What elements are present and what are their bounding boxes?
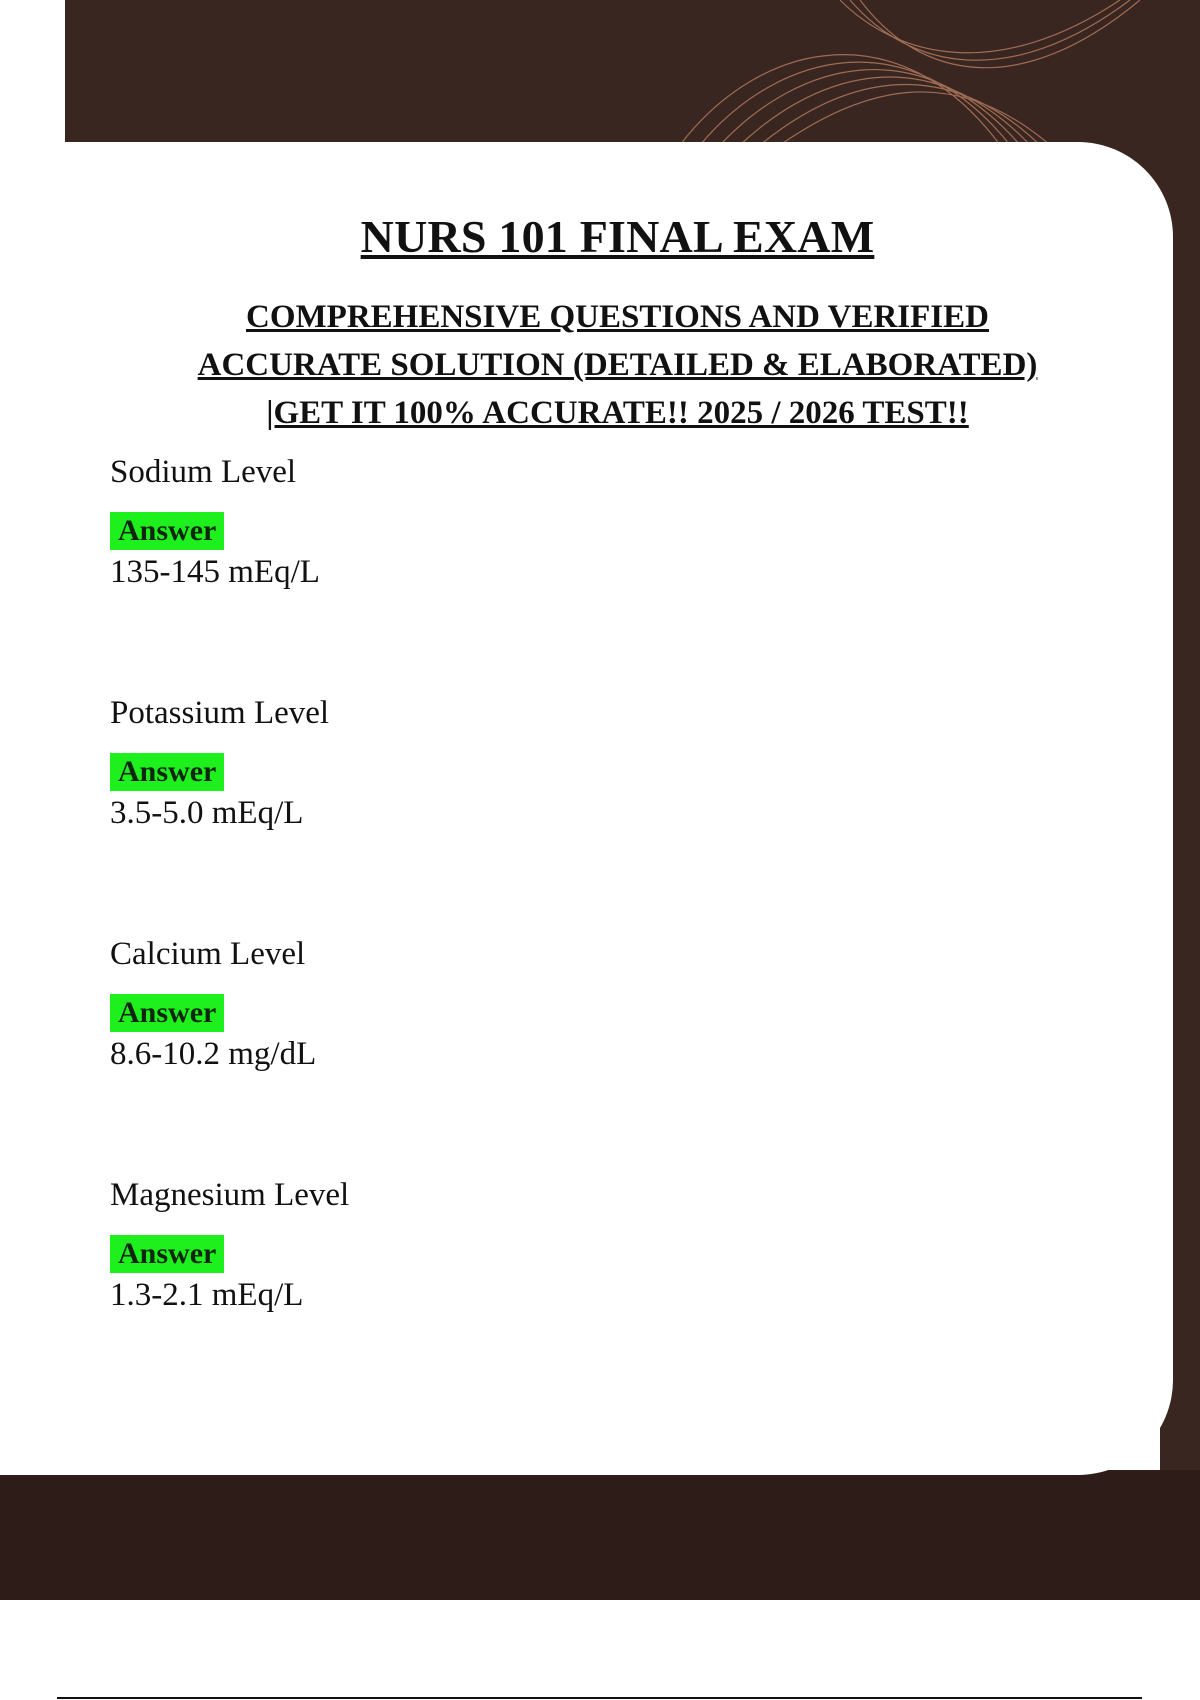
- question-text: Magnesium Level: [110, 1177, 350, 1213]
- answer-label: Answer: [110, 1235, 224, 1273]
- document-subtitle: [150, 293, 1085, 437]
- question-item: [110, 934, 910, 1175]
- answer-text: 1.3-2.1 mEq/L: [110, 1277, 304, 1313]
- subtitle-line: |GET IT 100% ACCURATE!! 2025 / 2026 TEST!!: [266, 395, 969, 431]
- decorative-swirl-lines: [640, 0, 1160, 145]
- answer-label: Answer: [110, 753, 224, 791]
- question-item: [110, 452, 910, 693]
- question-item: [110, 693, 910, 934]
- subtitle-line: COMPREHENSIVE QUESTIONS AND VERIFIED: [246, 299, 989, 335]
- question-text: Calcium Level: [110, 936, 306, 972]
- answer-label: Answer: [110, 512, 224, 550]
- document-title: NURS 101 FINAL EXAM: [360, 211, 875, 262]
- question-item: [110, 1175, 910, 1416]
- answer-text: 3.5-5.0 mEq/L: [110, 795, 304, 831]
- answer-text: 135-145 mEq/L: [110, 554, 320, 590]
- question-text: Potassium Level: [110, 695, 330, 731]
- footer-divider: [57, 1697, 1142, 1699]
- answer-text: 8.6-10.2 mg/dL: [110, 1036, 317, 1072]
- subtitle-line: ACCURATE SOLUTION (DETAILED & ELABORATED): [197, 347, 1038, 383]
- decorative-frame-bottom: [0, 1470, 1200, 1600]
- question-text: Sodium Level: [110, 454, 297, 490]
- question-list: [110, 452, 910, 1416]
- answer-label: Answer: [110, 994, 224, 1032]
